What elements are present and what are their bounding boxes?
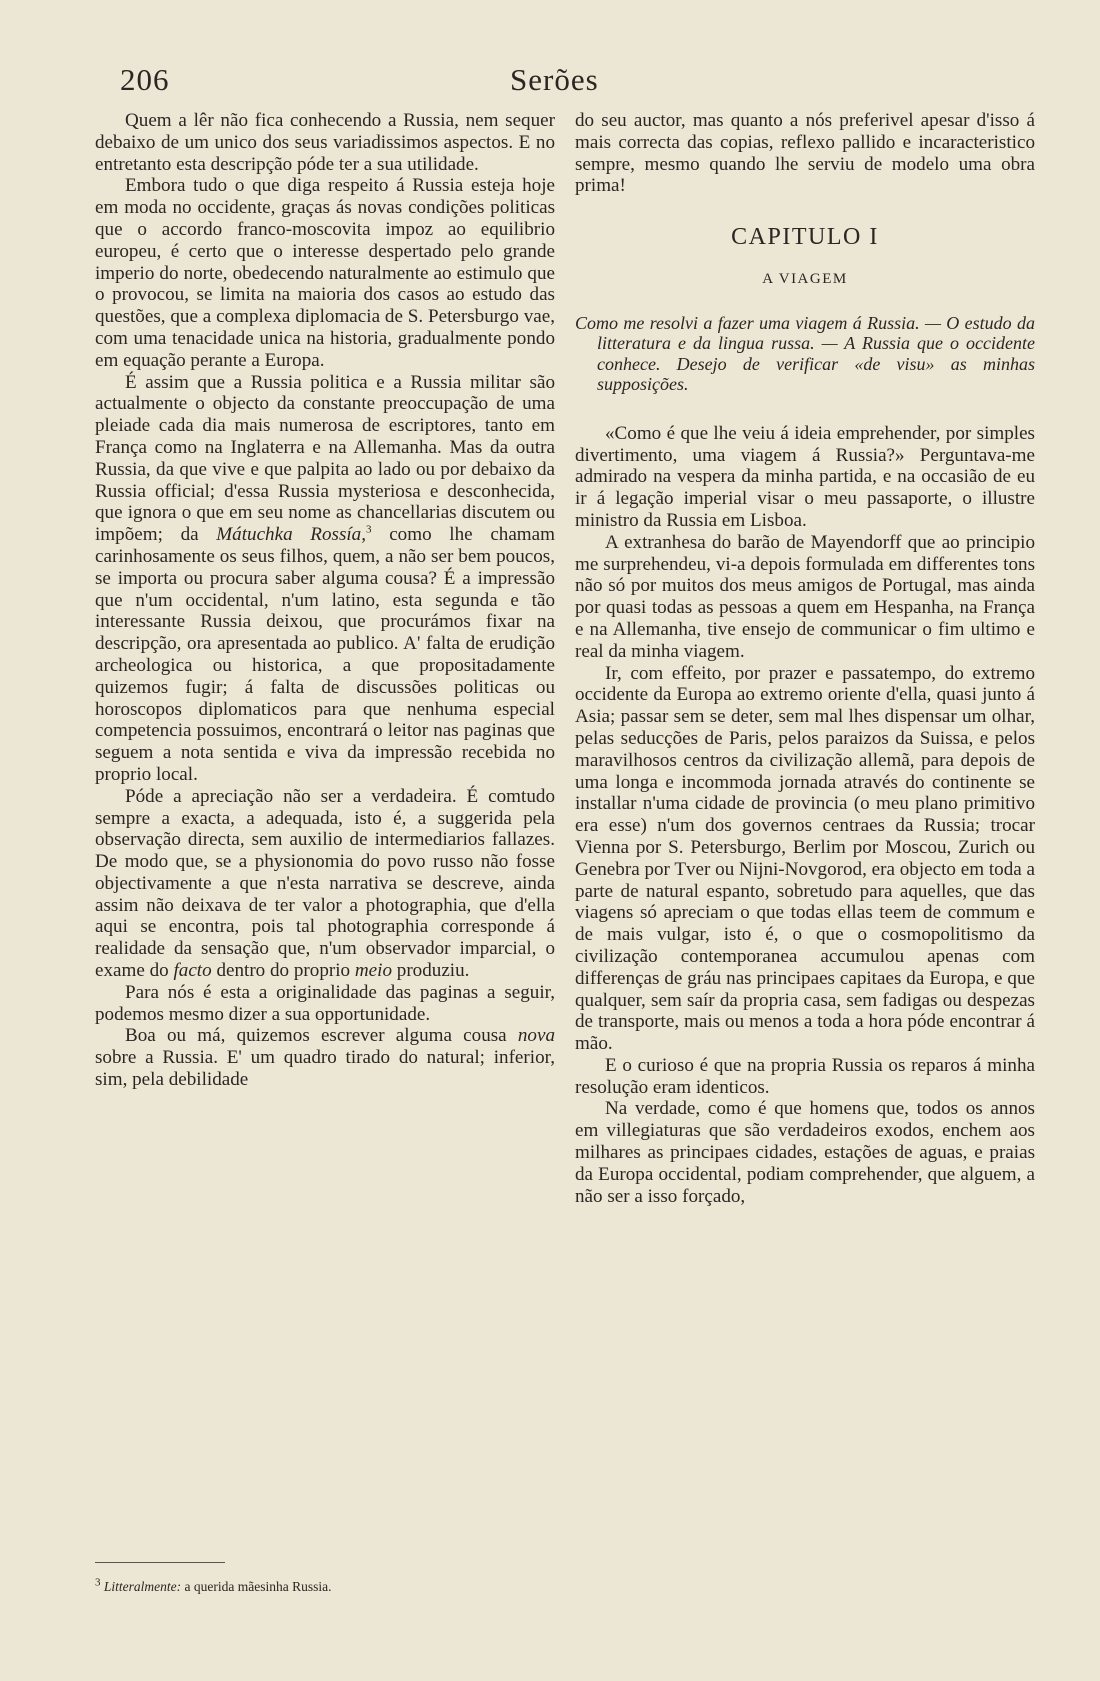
right-column [575, 110, 1035, 1207]
footnote [95, 1578, 555, 1596]
paragraph: Na verdade, como é que homens que, todos os annos em villegiaturas que são verdadeiros exodos, enchem aos milhares as principaes cidades, estações de aguas, e praias da Europa occidental, podiam comprehender, que alguem, a não ser a isso forçado, [575, 1098, 1035, 1207]
italic-word: meio [354, 960, 392, 982]
running-title: Serões [510, 62, 599, 97]
left-column [95, 110, 555, 1091]
paragraph: Para nós é esta a originalidade das paginas a seguir, podemos mesmo dizer a sua opportunidade. [95, 981, 555, 1025]
paragraph-text: produziu. [396, 960, 470, 982]
footnote-text: a querida mãesinha Russia. [184, 1579, 332, 1594]
paragraph: Embora tudo o que diga respeito á Russia esteja hoje em moda no occidente, graças ás novas condições politicas que o accordo franco-moscovita impoz ao equilibrio europeu, é certo que o interesse despertado pelo grande imperio do norte, obedecendo naturalmente ao estimulo que o provocou, se limita na maioria dos casos ao estudo das questões, que a complexa diplomacia de S. Petersburgo vae, com uma tenacidade unica na historia, gradualmente pondo em equação perante a Europa. [95, 175, 555, 371]
footnote-ref: 3 [366, 523, 372, 536]
paragraph-text: como lhe chamam carinhosamente os seus filhos, quem, a não ser bem poucos, se importa ou procura saber alguma cousa? É a impressão que n'um occidental, n'um latino, esta segunda e tão interessante Russia deixou, que procurámos fixar na descripção, ora apresentada ao publico. A' falta de erudição archeologica ou historica, a que propositadamente quizemos fugir; á falta de discussões politicas ou horoscopos diplomaticos para que nenhuma especial competencia possuimos, encontrará o leitor nas paginas que seguem a nota sentida e viva da impressão recebida no proprio local. [95, 524, 555, 785]
paragraph-text: dentro do proprio [216, 960, 351, 982]
chapter-subheading: A VIAGEM [762, 270, 848, 287]
paragraph-text: É assim que a Russia politica e a Russia militar são actualmente o objecto da constante preoccupação de uma pleiade cada dia mais numerosa de escriptores, tanto em França como na Inglaterra e na Allemanha. Mas da outra Russia, da que vive e que palpita ao lado ou por debaixo da Russia official; d'essa Russia mysteriosa e desconhecida, que ignora o que em seu nome as chancellarias discutem ou impõem; da [95, 371, 555, 546]
paragraph: E o curioso é que na propria Russia os reparos á minha resolução eram identicos. [575, 1054, 1035, 1098]
paragraph-text: Póde a apreciação não ser a verdadeira. É comtudo sempre a exacta, a adequada, isto é, a suggerida pela observação directa, sem auxilio de intermediarios fallazes. De modo que, se a physionomia do povo russo não fosse objectivamente a que n'esta narrativa se descreve, ainda assim não deixava de ter valor a photographia, que d'ella aqui se encontra, pois tal photographia corresponde á realidade da sensação que, n'um observador imparcial, o exame do [95, 785, 555, 982]
chapter-summary: Como me resolvi a fazer uma viagem á Russia. — O estudo da litteratura e da lingua russa. — A Russia que o occidente conhece. Desejo de verificar «de visu» as minhas supposições. [575, 312, 1035, 395]
italic-word: facto [173, 960, 212, 982]
paragraph [95, 372, 555, 786]
page-number: 206 [120, 62, 170, 97]
chapter-heading: CAPITULO I [731, 224, 879, 251]
italic-phrase: Mátuchka Rossía, [216, 524, 367, 546]
footnote-divider [95, 1562, 225, 1563]
paragraph-continuation: do seu auctor, mas quanto a nós preferivel apesar d'isso á mais correcta das copias, reflexo pallido e incaracteristico sempre, mesmo quando lhe serviu de modelo uma obra prima! [575, 110, 1035, 197]
paragraph [95, 1025, 555, 1090]
footnote-marker: 3 [95, 1576, 101, 1589]
paragraph: Quem a lêr não fica conhecendo a Russia, nem sequer debaixo de um unico dos seus variadissimos aspectos. E no entretanto esta descripção póde ter a sua utilidade. [95, 110, 555, 175]
italic-word: nova [517, 1025, 555, 1047]
paragraph: «Como é que lhe veiu á ideia emprehender, por simples divertimento, uma viagem á Russia?» Perguntava-me admirado na vespera da minha partida, e na occasião de eu ir á legação imperial visar o meu passaporte, o illustre ministro da Russia em Lisboa. [575, 422, 1035, 531]
paragraph-text: sobre a Russia. E' um quadro tirado do natural; inferior, sim, pela debilidade [95, 1047, 555, 1091]
page-header [120, 62, 1050, 102]
footnote-label: Litteralmente: [103, 1579, 182, 1594]
paragraph [95, 786, 555, 982]
paragraph-text: Boa ou má, quizemos escrever alguma cousa [125, 1025, 507, 1047]
paragraph: Ir, com effeito, por prazer e passatempo, do extremo occidente da Europa ao extremo oriente d'ella, quasi junto á Asia; passar sem se deter, sem mal lhes dispensar um olhar, pelas seducções de Paris, pelos paraizos da Suissa, e pelos maravilhosos centros da civilização allemã, para depois de uma longa e incommoda jornada através do continente se installar n'uma cidade de provincia (o meu plano primitivo era esse) n'um dos governos centraes da Russia; trocar Vienna por S. Petersburgo, Berlim por Moscou, Zurich ou Genebra por Tver ou Nijni-Novgorod, era objecto em toda a parte de natural espanto, sobretudo para aquelles, que das viagens só apreciam o que todas ellas teem de commum e de mais vulgar, isto é, o que o cosmopolitismo da civilização contemporanea accumulou apenas com differenças de gráu nas principaes capitaes da Europa, e que qualquer, sem saír da propria casa, sem fadigas ou despezas de transporte, mais ou menos a toda a hora póde encontrar á mão. [575, 662, 1035, 1055]
paragraph: A extranhesa do barão de Mayendorff que ao principio me surprehendeu, vi-a depois formulada em differentes tons não só por muitos dos meus amigos de Portugal, mas ainda por quasi todas as pessoas a quem em Hespanha, na França e na Allemanha, tive ensejo de communicar o fim ultimo e real da minha viagem. [575, 531, 1035, 662]
